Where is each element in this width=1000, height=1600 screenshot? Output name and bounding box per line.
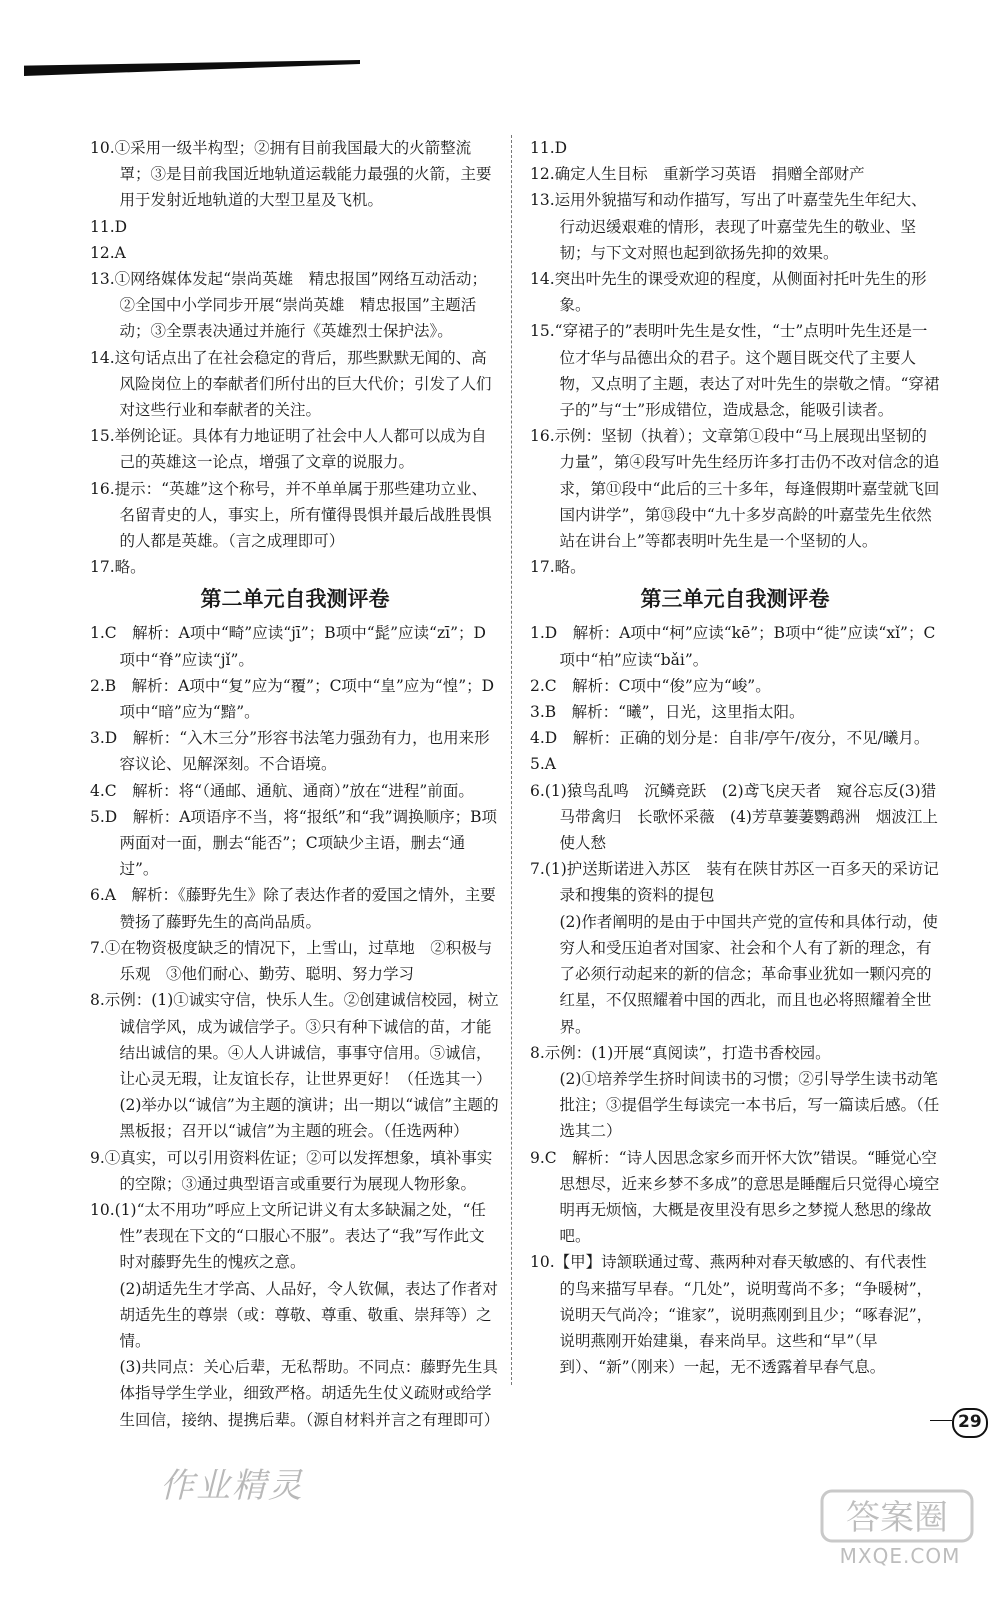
left-column bbox=[90, 135, 500, 1433]
right-answers-top bbox=[530, 135, 940, 580]
answer-item: 13.①网络媒体发起“崇尚英雄 精忠报国”网络互动活动；②全国中小学同步开展“崇尚英雄 精忠报国”主题活动；③全票表决通过并施行《英雄烈士保护法》。 bbox=[90, 270, 488, 341]
answer-item: 16.示例：坚韧（执着）；文章第①段中“马上展现出坚韧的力量”，第④段写叶先生经历许多打击仍不改对信念的追求，第⑪段中“此后的三十多年，每逢假期叶嘉莹就飞回国内讲学”，第⑬段中“九十多岁高龄的叶嘉莹先生依然站在讲台上”等都表明叶先生是一个坚韧的人。 bbox=[530, 427, 940, 551]
answer-item: 6.A 解析：《藤野先生》除了表达作者的爱国之情外，主要赞扬了藤野先生的高尚品质。 bbox=[90, 886, 496, 931]
answer-item: 2.C 解析：C项中“俊”应为“峻”。 bbox=[530, 676, 771, 695]
answer-item: 3.B 解析：“曦”，日光，这里指太阳。 bbox=[530, 703, 805, 722]
logo-url: MXQE.COM bbox=[839, 1544, 961, 1568]
answer-item: 9.①真实，可以引用资料佐证；②可以发挥想象，填补事实的空隙；③通过典型语言或重要行为展现人物形象。 bbox=[90, 1148, 493, 1193]
right-column bbox=[530, 135, 940, 1380]
answer-item: 15.“穿裙子的”表明叶先生是女性，“士”点明叶先生还是一位才华与品德出众的君子。这个题目既交代了主要人物，又点明了主题，表达了对叶先生的崇敬之情。“穿裙子的”与“士”形成错位，造成悬念，能吸引读者。 bbox=[530, 322, 940, 420]
watermark-text: 作业精灵 bbox=[160, 1466, 304, 1506]
left-answers-top bbox=[90, 135, 500, 580]
answer-item: (3)共同点：关心后辈，无私帮助。不同点：藤野先生具体指导学生学业，细致严格。胡适先生仗义疏财或给学生回信，接纳、提携后辈。（源自材料并言之有理即可） bbox=[119, 1358, 500, 1429]
answer-item: 9.C 解析：“诗人因思念家乡而开怀大饮”错误。“睡觉心空思想尽，近来乡梦不多成”的意思是睡醒后只觉得心境空明再无烦恼，大概是夜里没有思乡之梦搅人愁思的缘故吧。 bbox=[530, 1148, 940, 1246]
answer-item: 14.这句话点出了在社会稳定的背后，那些默默无闻的、高风险岗位上的奉献者们所付出的巨大代价；引发了人们对这些行业和奉献者的关注。 bbox=[90, 348, 492, 420]
answer-item: 4.D 解析：正确的划分是：自非/亭午/夜分，不见/曦月。 bbox=[530, 729, 930, 748]
answer-item: 10.(1)“太不用功”呼应上文所记讲义有太多缺漏之处，“任性”表现在下文的“口服心不服”。表达了“我”写作此文时对藤野先生的愧疚之意。 bbox=[90, 1200, 486, 1272]
answer-item: 10.【甲】诗颔联通过莺、燕两种对春天敏感的、有代表性的鸟来描写早春。“几处”，说明莺尚不多；“争暖树”，说明天气尚冷；“谁家”，说明燕刚到且少；“啄春泥”，说明燕刚开始建巢，春来尚早。这些和“早”（早到）、“新”（刚来）一起，无不透露着早春气息。 bbox=[530, 1253, 933, 1377]
answer-item: 7.(1)护送斯诺进入苏区 装有在陕甘苏区一百多天的采访记录和搜集的资料的提包 bbox=[530, 860, 939, 905]
section-title-unit-3: 第三单元自我测评卷 bbox=[640, 587, 830, 612]
answer-item: 11.D bbox=[90, 217, 128, 236]
answer-item: (2)①培养学生挤时间读书的习惯；②引导学生读书动笔批注；③提倡学生每读完一本书后，写一篇读后感。（任选其二） bbox=[559, 1069, 940, 1141]
answer-item: (2)举办以“诚信”为主题的演讲；出一期以“诚信”主题的黑板报；召开以“诚信”为主题的班会。（任选两种） bbox=[119, 1096, 499, 1141]
answer-item: 5.D 解析：A项语序不当，将“报纸”和“我”调换顺序；B项两面对一面，删去“能否”；C项缺少主语，删去“通过”。 bbox=[90, 807, 497, 879]
answer-item: 8.示例：(1)开展“真阅读”，打造书香校园。 bbox=[530, 1043, 831, 1062]
answer-item: 15.举例论证。具体有力地证明了社会中人人都可以成为自己的英雄这一论点，增强了文章的说服力。 bbox=[90, 427, 487, 472]
answer-item: 4.C 解析：将“（通邮、通航、通商）”放在“进程”前面。 bbox=[90, 781, 474, 800]
section-title-unit-2: 第二单元自我测评卷 bbox=[200, 587, 390, 612]
answer-item: 1.D 解析：A项中“柯”应读“kē”；B项中“徙”应读“xǐ”；C项中“柏”应读“bǎi”。 bbox=[530, 624, 936, 669]
answer-item: 10.①采用一级半构型；②拥有目前我国最大的火箭整流罩；③是目前我国近地轨道运载能力最强的火箭，主要用于发射近地轨道的大型卫星及飞机。 bbox=[90, 139, 492, 210]
column-divider bbox=[511, 135, 512, 1385]
page-number: 29 bbox=[952, 1408, 988, 1438]
answer-item: 17.略。 bbox=[90, 558, 146, 577]
answer-item: (2)作者阐明的是由于中国共产党的宣传和具体行动，使穷人和受压迫者对国家、社会和个人有了新的理念，有了必须行动起来的新的信念；革命事业犹如一颗闪亮的红星，不仅照耀着中国的西北，而且也必将照耀着全世界。 bbox=[559, 912, 938, 1036]
answer-item: 17.略。 bbox=[530, 558, 586, 577]
answer-item: 11.D bbox=[530, 139, 568, 157]
answer-item: 14.突出叶先生的课受欢迎的程度，从侧面衬托叶先生的形象。 bbox=[530, 270, 927, 315]
answer-item: 16.提示：“英雄”这个称号，并不单单属于那些建功立业、名留青史的人，事实上，所有懂得畏惧并最后战胜畏惧的人都是英雄。（言之成理即可） bbox=[90, 479, 492, 551]
answer-item: 8.示例：(1)①诚实守信，快乐人生。②创建诚信校园，树立诚信学风，成为诚信学子。③只有种下诚信的苗，才能结出诚信的果。④人人讲诚信，事事守信用。⑤诚信，让心灵无瑕，让友谊长存，让世界更好！（任选其一） bbox=[90, 991, 499, 1088]
answer-item: 1.C 解析：A项中“畸”应读“jī”；B项中“髭”应读“zī”；D项中“脊”应读“jǐ”。 bbox=[90, 624, 486, 669]
answer-circle-logo bbox=[820, 1485, 980, 1570]
logo-text: 答案圈 bbox=[846, 1498, 948, 1538]
answer-item: 3.D 解析：“入木三分”形容书法笔力强劲有力，也用来形容议论、见解深刻。不合语境。 bbox=[90, 729, 490, 774]
answer-item: 2.B 解析：A项中“复”应为“覆”；C项中“皇”应为“惶”；D项中“暗”应为“黯”。 bbox=[90, 676, 495, 722]
answer-item: 5.A bbox=[530, 755, 556, 774]
left-answers-section bbox=[90, 620, 500, 1432]
answer-item: 13.运用外貌描写和动作描写，写出了叶嘉莹先生年纪大、行动迟缓艰难的情形，表现了叶嘉莹先生的敬业、坚韧；与下文对照也起到欲扬先抑的效果。 bbox=[530, 191, 927, 262]
answer-item: 6.(1)猿鸟乱鸣 沉鳞竞跃 (2)鸢飞戾天者 窥谷忘反(3)猎马带禽归 长歌怀采薇 (4)芳草萋萋鹦鹉洲 烟波江上使人愁 bbox=[530, 781, 938, 853]
answer-item: 7.①在物资极度缺乏的情况下，上雪山，过草地 ②积极与乐观 ③他们耐心、勤劳、聪明、努力学习 bbox=[90, 938, 493, 984]
answer-item: (2)胡适先生才学高、人品好，令人钦佩，表达了作者对胡适先生的尊崇（或：尊敬、尊重、敬重、崇拜等）之情。 bbox=[119, 1279, 498, 1350]
page-number-dash bbox=[930, 1420, 952, 1421]
right-answers-section bbox=[530, 620, 940, 1380]
header-decorative-bar bbox=[24, 60, 360, 76]
answer-item: 12.确定人生目标 重新学习英语 捐赠全部财产 bbox=[530, 165, 865, 184]
answer-item: 12.A bbox=[90, 243, 126, 262]
